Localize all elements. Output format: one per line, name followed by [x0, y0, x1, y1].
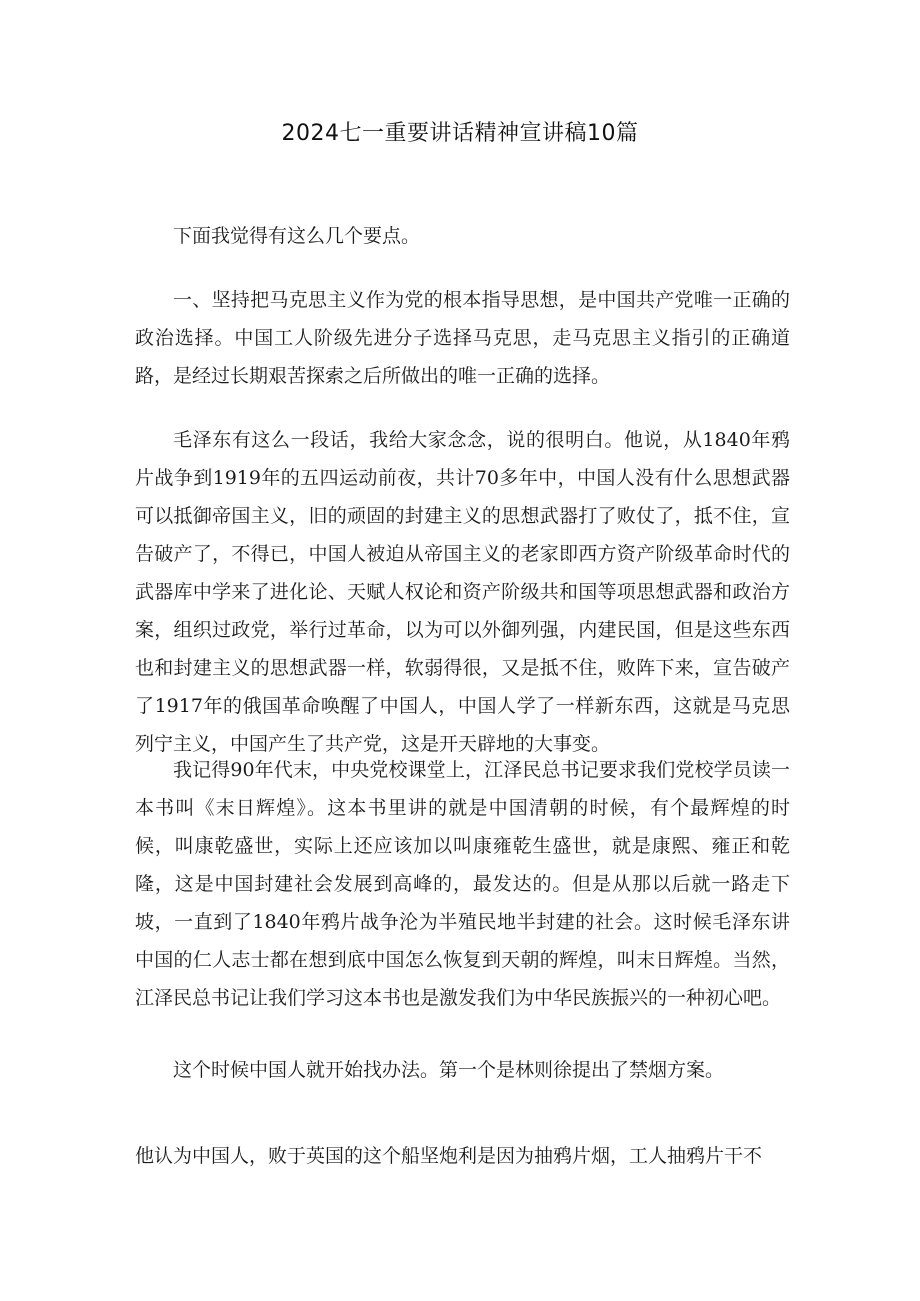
paragraph-lin-zexu: 这个时候中国人就开始找办法。第一个是林则徐提出了禁烟方案。 [173, 1059, 725, 1081]
paragraph-point-one: 一、坚持把马克思主义作为党的根本指导思想，是中国共产党唯一正确的政治选择。中国工人阶级先进分子选择马克思，走马克思主义指引的正确道路，是经过长期艰苦探索之后所做出的唯一正确的选择。 [135, 289, 790, 387]
paragraph-mao-quote: 毛泽东有这么一段话，我给大家念念，说的很明白。他说，从1840年鸦片战争到1919年的五四运动前夜，共计70多年中，中国人没有什么思想武器可以抵御帝国主义，旧的顽固的封建主义的思想武器打了败仗了，抵不住，宣告破产了，不得已，中国人被迫从帝国主义的老家即西方资产阶级革命时代的武器库中学来了进化论、天赋人权论和资产阶级共和国等项思想武器和政治方案，组织过政党，举行过革命，以为可以外御列强，内建民国，但是这些东西也和封建主义的思想武器一样，软弱得很，又是抵不住，败阵下来，宣告破产了1917年的俄国革命唤醒了中国人，中国人学了一样新东西，这就是马克思列宁主义，中国产生了共产党，这是开天辟地的大事变。 [135, 429, 790, 755]
paragraph-intro: 下面我觉得有这么几个要点。 [173, 225, 421, 247]
document-title: 2024七一重要讲话精神宣讲稿10篇 [281, 121, 639, 146]
paragraph-opium: 他认为中国人，败于英国的这个船坚炮利是因为抽鸦片烟，工人抽鸦片干不 [135, 1145, 763, 1167]
paragraph-party-school: 我记得90年代末，中央党校课堂上，江泽民总书记要求我们党校学员读一本书叫《末日辉煌》。这本书里讲的就是中国清朝的时候，有个最辉煌的时候，叫康乾盛世，实际上还应该加以叫康雍乾生盛世，就是康熙、雍正和乾隆，这是中国封建社会发展到高峰的，最发达的。但是从那以后就一路走下坡，一直到了1840年鸦片战争沦为半殖民地半封建的社会。这时候毛泽东讲中国的仁人志士都在想到底中国怎么恢复到天朝的辉煌，叫末日辉煌。当然，江泽民总书记让我们学习这本书也是激发我们为中华民族振兴的一种初心吧。 [135, 759, 790, 1009]
